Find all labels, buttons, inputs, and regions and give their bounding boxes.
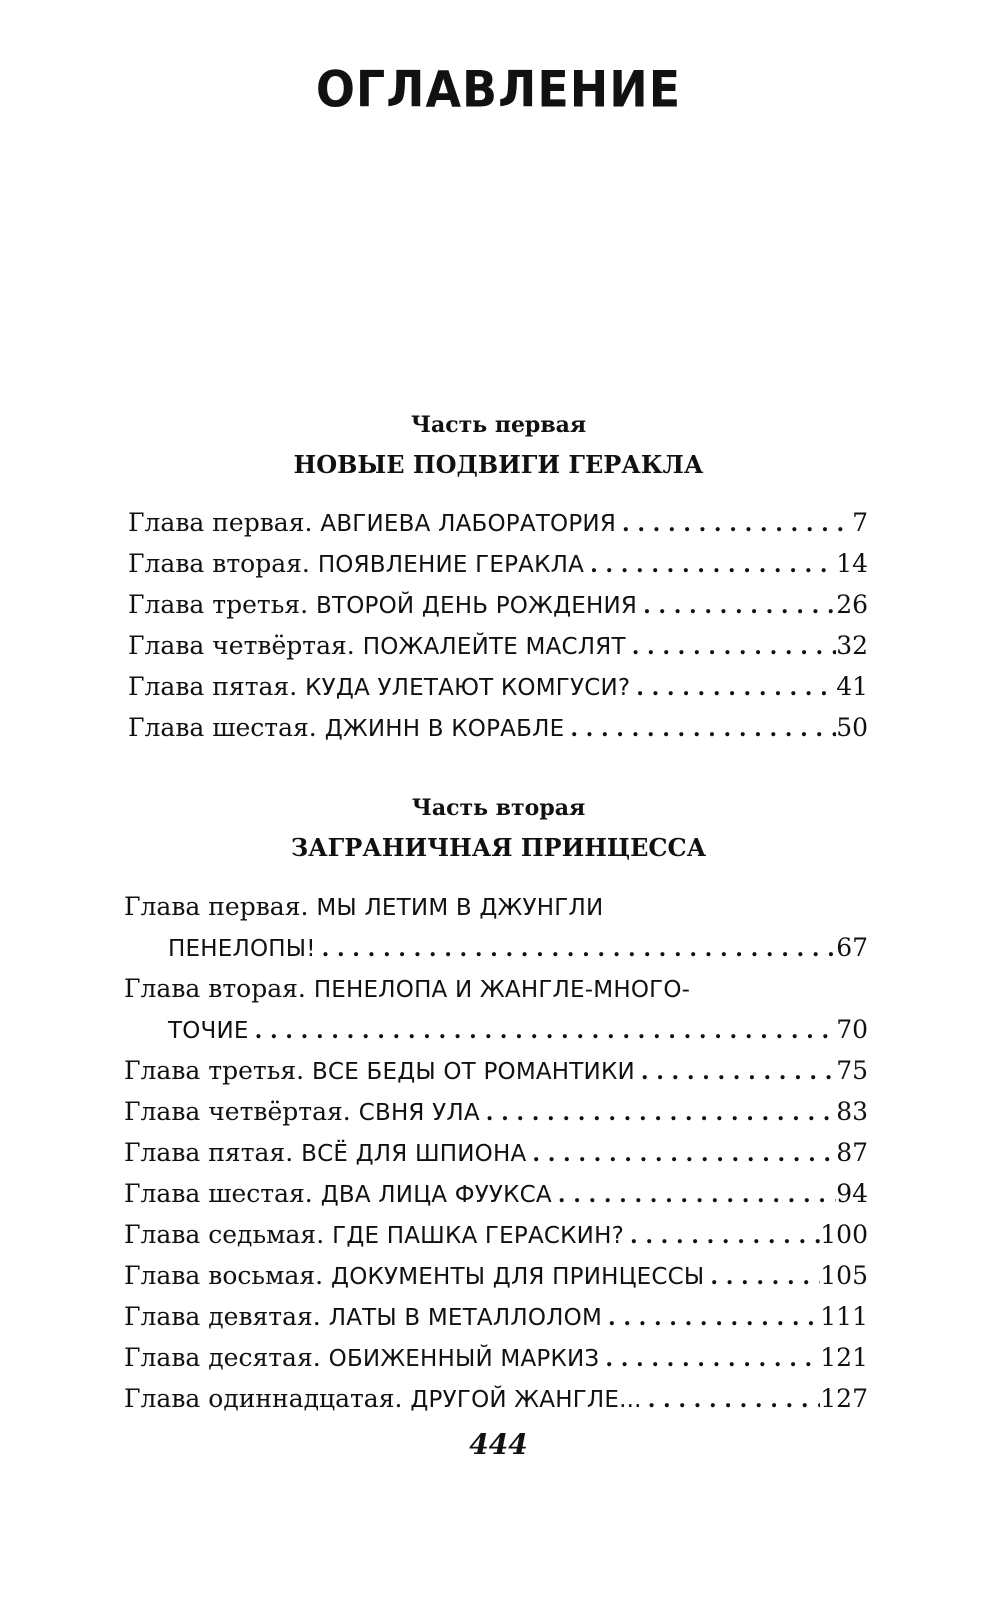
- toc-entry[interactable]: [128, 666, 868, 707]
- chapter-title: ДВА ЛИЦА ФУУКСА: [320, 1182, 552, 1208]
- chapter-number: Глава пятая.: [124, 1138, 294, 1167]
- dot-leader: [602, 1298, 820, 1337]
- chapter-number: Глава десятая.: [124, 1343, 321, 1372]
- chapter-number: Глава четвёртая.: [124, 1097, 351, 1126]
- page-number: 105: [820, 1261, 868, 1290]
- toc-entry[interactable]: [124, 1132, 868, 1173]
- dot-leader: [635, 1052, 836, 1091]
- toc-entry[interactable]: [124, 1255, 868, 1296]
- chapter-title: АВГИЕВА ЛАБОРАТОРИЯ: [320, 511, 617, 537]
- chapter-title: ВСЕ БЕДЫ ОТ РОМАНТИКИ: [312, 1059, 635, 1085]
- chapter-number: Глава третья.: [124, 1056, 305, 1085]
- chapter-title: ВСЁ ДЛЯ ШПИОНА: [301, 1141, 527, 1167]
- toc-entry[interactable]: [128, 584, 868, 625]
- part-title: ЗАГРАНИЧНАЯ ПРИНЦЕССА: [290, 833, 707, 862]
- dot-leader: [626, 627, 836, 666]
- chapter-number: Глава вторая.: [128, 549, 310, 578]
- toc-entry[interactable]: [124, 1296, 868, 1337]
- toc-entry[interactable]: [128, 543, 868, 584]
- toc-entry[interactable]: [124, 1050, 868, 1091]
- page-number: 41: [836, 672, 868, 701]
- toc-entry[interactable]: [128, 625, 868, 666]
- chapter-title: ДРУГОЙ ЖАНГЛЕ...: [410, 1387, 642, 1413]
- page-number: 7: [852, 508, 868, 537]
- page-number: 83: [836, 1097, 868, 1126]
- chapter-title: ВТОРОЙ ДЕНЬ РОЖДЕНИЯ: [316, 593, 638, 619]
- page-number: 67: [836, 933, 868, 962]
- chapter-title: СВНЯ УЛА: [358, 1100, 480, 1126]
- toc-entry-continuation[interactable]: [124, 927, 868, 968]
- chapter-title: ГДЕ ПАШКА ГЕРАСКИН?: [332, 1223, 624, 1249]
- dot-leader: [564, 709, 836, 748]
- toc-entry[interactable]: [128, 502, 868, 543]
- dot-leader: [704, 1257, 820, 1296]
- dot-leader: [624, 1216, 820, 1255]
- chapter-number: Глава третья.: [128, 590, 309, 619]
- dot-leader: [552, 1175, 836, 1214]
- toc-entry[interactable]: [124, 1337, 868, 1378]
- chapter-title: ДЖИНН В КОРАБЛЕ: [324, 716, 565, 742]
- toc-list: [124, 886, 868, 1419]
- page-title: ОГЛАВЛЕНИЕ: [315, 59, 682, 119]
- chapter-title: ДОКУМЕНТЫ ДЛЯ ПРИНЦЕССЫ: [331, 1264, 705, 1290]
- chapter-number: Глава первая.: [124, 892, 309, 921]
- page-number: 94: [836, 1179, 868, 1208]
- page-number: 87: [836, 1138, 868, 1167]
- chapter-number: Глава вторая.: [124, 974, 306, 1003]
- chapter-number: Глава четвёртая.: [128, 631, 355, 660]
- page-number: 32: [836, 631, 868, 660]
- chapter-number: Глава шестая.: [124, 1179, 313, 1208]
- page-number: 111: [820, 1302, 868, 1331]
- page-folio: 444: [469, 1428, 528, 1461]
- dot-leader: [316, 929, 837, 968]
- page-number: 127: [820, 1384, 868, 1413]
- dot-leader: [642, 1380, 821, 1419]
- chapter-number: Глава пятая.: [128, 672, 298, 701]
- toc-entry[interactable]: [124, 968, 868, 1009]
- part-label: Часть вторая: [411, 795, 586, 821]
- toc-entry[interactable]: [128, 707, 868, 748]
- page-number: 14: [836, 549, 868, 578]
- toc-entry[interactable]: [124, 886, 868, 927]
- chapter-title-continued: ТОЧИЕ: [168, 1018, 249, 1044]
- page-number: 70: [836, 1015, 868, 1044]
- chapter-number: Глава шестая.: [128, 713, 317, 742]
- toc-list: [128, 502, 868, 748]
- page-number: 50: [836, 713, 868, 742]
- part-label: Часть первая: [410, 412, 587, 438]
- chapter-title: КУДА УЛЕТАЮТ КОМГУСИ?: [305, 675, 631, 701]
- chapter-title: ОБИЖЕННЫЙ МАРКИЗ: [328, 1346, 600, 1372]
- part-title: НОВЫЕ ПОДВИГИ ГЕРАКЛА: [293, 450, 704, 479]
- chapter-title-continued: ПЕНЕЛОПЫ!: [168, 936, 316, 962]
- toc-entry[interactable]: [124, 1378, 868, 1419]
- page-number: 121: [820, 1343, 868, 1372]
- toc-entry[interactable]: [124, 1091, 868, 1132]
- toc-entry-continuation[interactable]: [124, 1009, 868, 1050]
- chapter-title: МЫ ЛЕТИМ В ДЖУНГЛИ: [316, 895, 604, 921]
- dot-leader: [584, 545, 836, 584]
- dot-leader: [637, 586, 836, 625]
- dot-leader: [616, 504, 852, 543]
- chapter-title: ПОЖАЛЕЙТЕ МАСЛЯТ: [362, 634, 626, 660]
- dot-leader: [526, 1134, 836, 1173]
- chapter-number: Глава седьмая.: [124, 1220, 325, 1249]
- dot-leader: [249, 1011, 837, 1050]
- dot-leader: [599, 1339, 820, 1378]
- chapter-title: ПЕНЕЛОПА И ЖАНГЛЕ-МНОГО-: [313, 977, 691, 1003]
- dot-leader: [630, 668, 836, 707]
- dot-leader: [480, 1093, 836, 1132]
- chapter-number: Глава одиннадцатая.: [124, 1384, 403, 1413]
- chapter-number: Глава первая.: [128, 508, 313, 537]
- page-number: 100: [820, 1220, 868, 1249]
- page-number: 75: [836, 1056, 868, 1085]
- chapter-number: Глава девятая.: [124, 1302, 321, 1331]
- chapter-title: ЛАТЫ В МЕТАЛЛОЛОМ: [328, 1305, 602, 1331]
- toc-entry[interactable]: [124, 1173, 868, 1214]
- page-number: 26: [836, 590, 868, 619]
- chapter-number: Глава восьмая.: [124, 1261, 324, 1290]
- toc-entry[interactable]: [124, 1214, 868, 1255]
- chapter-title: ПОЯВЛЕНИЕ ГЕРАКЛА: [317, 552, 585, 578]
